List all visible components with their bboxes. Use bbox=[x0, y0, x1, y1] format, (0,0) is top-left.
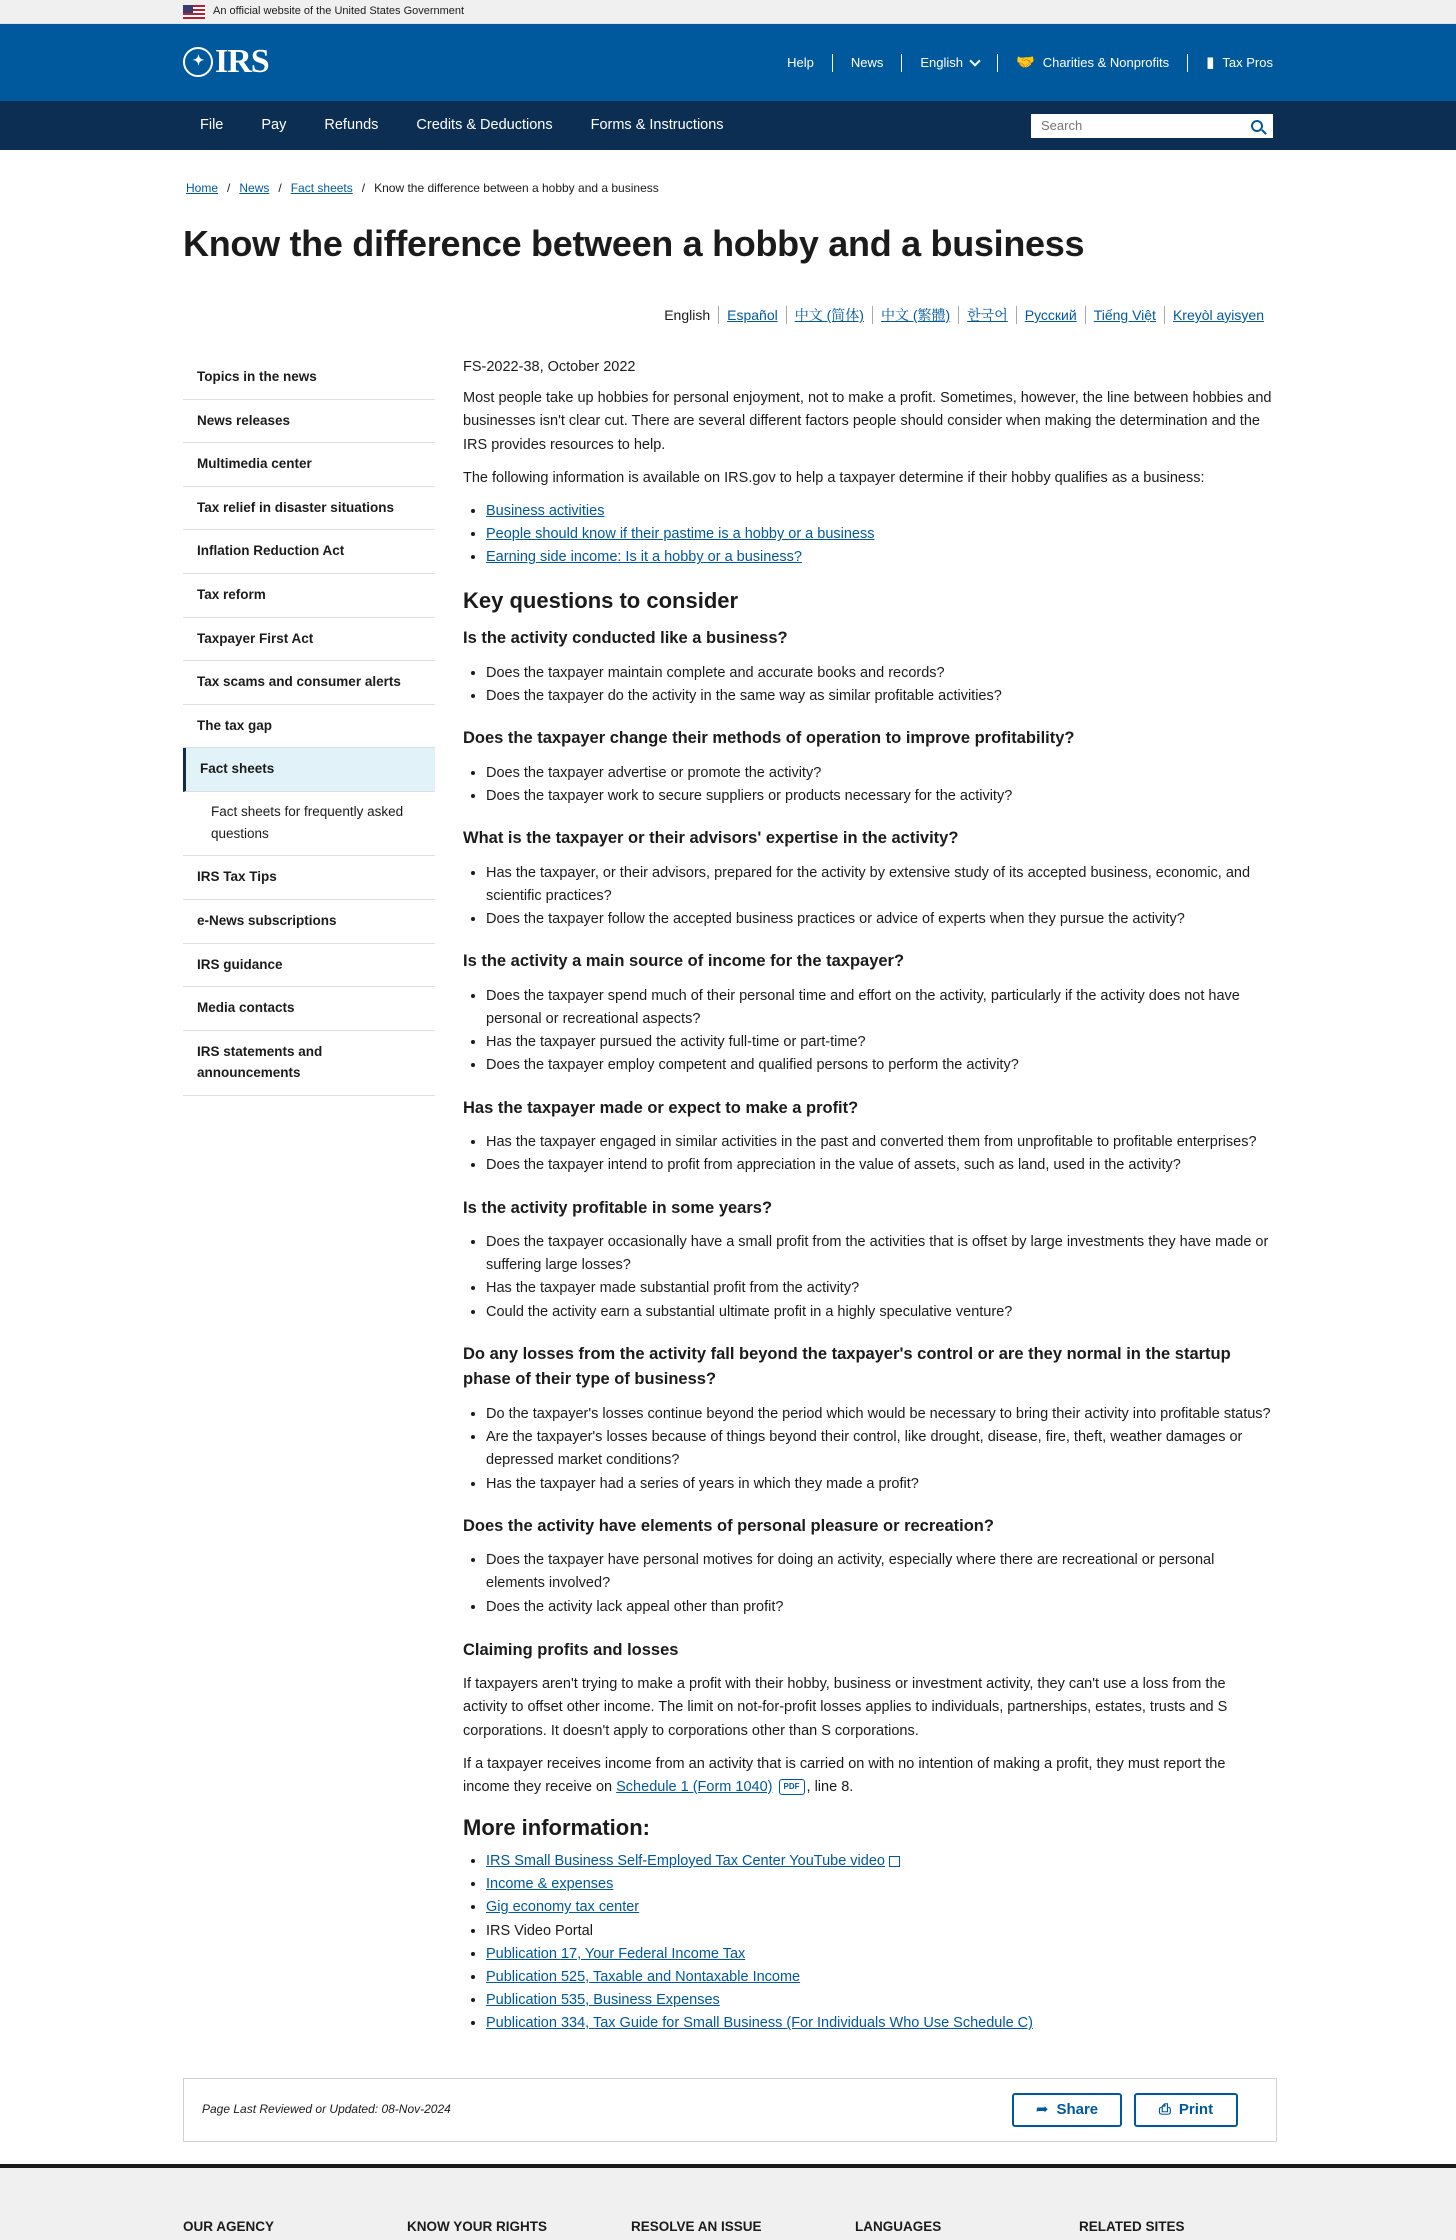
pub-334-link[interactable]: Publication 334, Tax Guide for Small Business (For Individuals Who Use Schedule C) bbox=[486, 2015, 1033, 2032]
book-icon: ▮ bbox=[1206, 53, 1215, 71]
question-heading: Is the activity a main source of income for the taxpayer? bbox=[463, 952, 905, 971]
side-income-link[interactable]: Earning side income: Is it a hobby or a business? bbox=[486, 549, 802, 566]
utility-nav bbox=[769, 54, 1273, 72]
intro-paragraph: Most people take up hobbies for personal enjoyment, not to make a profit. Sometimes, however, the line between hobbies and businesses isn't clear cut. There are several different factors people should consider when making the determination and the IRS provides resources to help. bbox=[463, 390, 1272, 453]
schedule-1-link[interactable]: Schedule 1 (Form 1040) bbox=[616, 1779, 773, 1795]
lang-korean[interactable]: 한국어 bbox=[958, 306, 1016, 324]
list-item: • Does the taxpayer spend much of their personal time and effort on the activity, particularly if the activity does not have personal or recreational aspects? bbox=[486, 985, 1273, 1031]
sidebar-item-tax-gap[interactable]: The tax gap bbox=[183, 705, 435, 749]
nav-forms-instructions[interactable]: Forms & Instructions bbox=[590, 116, 724, 133]
list-item: • Has the taxpayer engaged in similar activities in the past and converted them from unprofitable to profitable enterprises? bbox=[486, 1131, 1273, 1154]
list-item bbox=[486, 500, 1273, 523]
pub-525-link[interactable]: Publication 525, Taxable and Nontaxable Income bbox=[486, 1968, 801, 1985]
question-heading: Does the taxpayer change their methods of operation to improve profitability? bbox=[463, 729, 1075, 748]
news-label: News bbox=[850, 54, 884, 70]
claiming-paragraph: If taxpayers aren't trying to make a profit with their hobby, business or investment activity, they can't use a loss from the activity to offset other income. The limit on not-for-profit losses applies to individuals, partnerships, estates, trusts and S corporations. It doesn't apply to corporations other than S corporations. bbox=[463, 1676, 1228, 1739]
main-content bbox=[463, 356, 1273, 2047]
lang-spanish[interactable]: Español bbox=[718, 306, 786, 324]
us-flag-icon bbox=[183, 5, 205, 19]
more-info-heading: More information: bbox=[463, 1815, 650, 1841]
list-item: • Has the taxpayer, or their advisors, prepared for the activity by extensive study of its accepted business, economic, and scientific practices? bbox=[486, 862, 1273, 908]
list-item bbox=[486, 1850, 1273, 1873]
gov-banner-text: An official website of the United States Government bbox=[213, 4, 465, 17]
breadcrumb-home[interactable]: Home bbox=[186, 181, 219, 195]
list-item: • Does the taxpayer occasionally have a small profit from the activities that is offset by large investments they have made or suffering large losses? bbox=[486, 1231, 1273, 1277]
list-item: • Has the taxpayer pursued the activity full-time or part-time? bbox=[486, 1031, 1273, 1054]
handshake-icon: 🤝 bbox=[1016, 53, 1035, 71]
footer-related-sites[interactable]: RELATED SITES bbox=[1079, 2219, 1185, 2234]
business-activities-link[interactable]: Business activities bbox=[486, 502, 605, 519]
nav-credits-deductions[interactable]: Credits & Deductions bbox=[416, 116, 553, 133]
list-item: • Are the taxpayer's losses because of things beyond their control, like drought, disease, fire, theft, weather damages or depressed market conditions? bbox=[486, 1426, 1273, 1472]
sidebar-subitem-faq[interactable]: Fact sheets for frequently asked questions bbox=[183, 792, 435, 857]
language-dropdown[interactable] bbox=[902, 54, 998, 72]
list-item bbox=[486, 1873, 1273, 1896]
search-icon[interactable] bbox=[1251, 120, 1263, 132]
search-input[interactable] bbox=[1041, 118, 1221, 133]
language-label: English bbox=[920, 54, 964, 70]
list-item: • Does the taxpayer employ competent and qualified persons to perform the activity? bbox=[486, 1054, 1273, 1077]
breadcrumb: Home / News / Fact sheets / Know the difference between a hobby and a business bbox=[186, 179, 659, 198]
list-item bbox=[486, 546, 1273, 569]
chevron-down-icon bbox=[969, 55, 980, 66]
list-item bbox=[486, 523, 1273, 546]
sidebar-item-news-releases[interactable]: News releases bbox=[183, 400, 435, 444]
tax-pros-link[interactable] bbox=[1188, 54, 1273, 72]
site-header bbox=[0, 24, 1456, 101]
question-list bbox=[486, 1231, 1273, 1324]
pdf-icon: PDF bbox=[779, 1779, 805, 1795]
income-expenses-link[interactable]: Income & expenses bbox=[486, 1876, 614, 1893]
question-heading: Is the activity conducted like a business? bbox=[463, 629, 788, 648]
sidebar-item-taxpayer-first[interactable]: Taxpayer First Act bbox=[183, 618, 435, 662]
share-icon: ➦ bbox=[1035, 2101, 1049, 2118]
sidebar-item-disaster-relief[interactable]: Tax relief in disaster situations bbox=[183, 487, 435, 531]
charities-label: Charities & Nonprofits bbox=[1042, 54, 1170, 70]
list-item: • Has the taxpayer had a series of years in which they made a profit? bbox=[486, 1473, 1273, 1496]
list-item: • Does the activity lack appeal other than profit? bbox=[486, 1596, 1273, 1619]
claiming-text: If a taxpayer receives income from an activity that is carried on with no intention of making a profit, they must report the income they receive on bbox=[463, 1755, 1226, 1795]
question-list bbox=[486, 985, 1273, 1078]
news-link[interactable] bbox=[833, 54, 903, 72]
pub-17-link[interactable]: Publication 17, Your Federal Income Tax bbox=[486, 1945, 746, 1962]
resource-links bbox=[486, 500, 1273, 570]
intro-paragraph-2: The following information is available on IRS.gov to help a taxpayer determine if their hobby qualifies as a business: bbox=[463, 469, 1205, 486]
sidebar-item-tax-reform[interactable]: Tax reform bbox=[183, 574, 435, 618]
sidebar-item-tax-tips[interactable]: IRS Tax Tips bbox=[183, 856, 435, 900]
breadcrumb-news[interactable]: News bbox=[239, 181, 270, 195]
list-item: • Does the taxpayer advertise or promote the activity? bbox=[486, 762, 1273, 785]
list-item bbox=[486, 1989, 1273, 2012]
nav-refunds[interactable]: Refunds bbox=[324, 116, 379, 133]
eagle-icon: ✦ bbox=[183, 47, 213, 77]
more-info-list bbox=[486, 1850, 1273, 2036]
question-heading: Does the activity have elements of personal pleasure or recreation? bbox=[463, 1516, 994, 1535]
list-item bbox=[486, 1896, 1273, 1919]
lang-vietnamese[interactable]: Tiếng Việt bbox=[1085, 306, 1164, 324]
question-list bbox=[486, 1403, 1273, 1496]
lang-english: English bbox=[664, 307, 711, 323]
share-label: Share bbox=[1056, 2101, 1099, 2118]
question-list bbox=[486, 662, 1273, 708]
page-footer-box bbox=[183, 2078, 1277, 2142]
page-title: Know the difference between a hobby and a business bbox=[183, 223, 1085, 264]
question-list bbox=[486, 762, 1273, 808]
nav-pay[interactable]: Pay bbox=[261, 116, 287, 133]
sidebar-item-guidance[interactable]: IRS guidance bbox=[183, 944, 435, 988]
logo-text: IRS bbox=[215, 43, 269, 81]
gov-banner bbox=[0, 0, 1456, 24]
gig-economy-link[interactable]: Gig economy tax center bbox=[486, 1899, 640, 1916]
sidebar-item-media-contacts[interactable]: Media contacts bbox=[183, 987, 435, 1031]
list-item bbox=[486, 2012, 1273, 2035]
printer-icon: ⎙ bbox=[1158, 2101, 1171, 2118]
question-list bbox=[486, 1131, 1273, 1177]
footer-know-your-rights[interactable]: KNOW YOUR RIGHTS bbox=[407, 2219, 548, 2234]
breadcrumb-fact-sheets[interactable]: Fact sheets bbox=[290, 181, 353, 195]
list-item: • Does the taxpayer intend to profit from appreciation in the value of assets, such as land, used in the activity? bbox=[486, 1154, 1273, 1177]
question-heading: Has the taxpayer made or expect to make a profit? bbox=[463, 1098, 859, 1117]
list-item bbox=[486, 1966, 1273, 1989]
sidebar-item-tax-scams[interactable]: Tax scams and consumer alerts bbox=[183, 661, 435, 705]
help-label: Help bbox=[787, 54, 814, 70]
print-label: Print bbox=[1178, 2101, 1214, 2118]
breadcrumb-current: Know the difference between a hobby and a business bbox=[374, 181, 659, 195]
charities-link[interactable] bbox=[998, 54, 1188, 72]
nav-file[interactable]: File bbox=[200, 116, 224, 133]
footer-languages[interactable]: LANGUAGES bbox=[855, 2219, 942, 2234]
list-item: • Does the taxpayer do the activity in the same way as similar profitable activities? bbox=[486, 685, 1273, 708]
lang-haitian-creole[interactable]: Kreyòl ayisyen bbox=[1164, 306, 1272, 324]
help-link[interactable] bbox=[769, 54, 833, 72]
sidebar-item-inflation-reduction[interactable]: Inflation Reduction Act bbox=[183, 530, 435, 574]
lang-russian[interactable]: Русский bbox=[1016, 306, 1085, 324]
print-button[interactable] bbox=[1134, 2093, 1238, 2127]
list-item: • Does the taxpayer follow the accepted business practices or advice of experts when they pursue the activity? bbox=[486, 908, 1273, 931]
list-item: • Could the activity earn a substantial ultimate profit in a highly speculative venture? bbox=[486, 1301, 1273, 1324]
list-item: • Does the taxpayer have personal motives for doing an activity, especially where there are recreational or personal elements involved? bbox=[486, 1549, 1273, 1595]
last-updated: Page Last Reviewed or Updated: 08-Nov-2024 bbox=[202, 2102, 451, 2117]
footer-our-agency[interactable]: OUR AGENCY bbox=[183, 2219, 275, 2234]
question-heading: Is the activity profitable in some years? bbox=[463, 1198, 773, 1217]
tax-pros-label: Tax Pros bbox=[1222, 54, 1273, 70]
search-box bbox=[1031, 114, 1273, 138]
list-item: • Does the taxpayer work to secure suppliers or products necessary for the activity? bbox=[486, 785, 1273, 808]
footer-resolve-issue[interactable]: RESOLVE AN ISSUE bbox=[631, 2219, 762, 2234]
sidebar-item-fact-sheets[interactable]: Fact sheets bbox=[183, 748, 435, 792]
main-nav bbox=[0, 101, 1456, 150]
sidebar-item-statements[interactable]: IRS statements and announcements bbox=[183, 1031, 435, 1096]
share-button[interactable] bbox=[1012, 2093, 1122, 2127]
question-list bbox=[486, 1549, 1273, 1619]
claiming-paragraph-2 bbox=[463, 1753, 1273, 1799]
claiming-heading: Claiming profits and losses bbox=[463, 1640, 679, 1659]
language-switcher bbox=[656, 306, 1272, 324]
list-item: • Do the taxpayer's losses continue beyond the period which would be necessary to bring their activity into profitable status? bbox=[486, 1403, 1273, 1426]
irs-logo[interactable] bbox=[183, 35, 269, 89]
sidebar-nav bbox=[183, 356, 435, 1096]
question-heading: What is the taxpayer or their advisors' expertise in the activity? bbox=[463, 829, 959, 848]
fact-sheet-meta: FS-2022-38, October 2022 bbox=[463, 359, 636, 375]
sidebar-item-topics[interactable]: Topics in the news bbox=[183, 356, 435, 400]
youtube-video-link[interactable]: IRS Small Business Self-Employed Tax Center YouTube video bbox=[486, 1852, 885, 1869]
sidebar-item-enews[interactable]: e-News subscriptions bbox=[183, 900, 435, 944]
list-item bbox=[486, 1943, 1273, 1966]
list-item: • Has the taxpayer made substantial profit from the activity? bbox=[486, 1277, 1273, 1300]
pub-535-link[interactable]: Publication 535, Business Expenses bbox=[486, 1992, 720, 2009]
sidebar-item-multimedia[interactable]: Multimedia center bbox=[183, 443, 435, 487]
question-heading: Do any losses from the activity fall beyond the taxpayer's control or are they normal in the startup phase of their type of business? bbox=[463, 1344, 1231, 1389]
external-link-icon bbox=[889, 1856, 900, 1867]
key-questions-heading: Key questions to consider bbox=[463, 587, 739, 613]
list-item: • Does the taxpayer maintain complete and accurate books and records? bbox=[486, 662, 1273, 685]
pastime-hobby-link[interactable]: People should know if their pastime is a hobby or a business bbox=[486, 526, 875, 543]
lang-chinese-traditional[interactable]: 中文 (繁體) bbox=[872, 306, 958, 324]
list-item: • IRS Video Portal bbox=[486, 1920, 1273, 1943]
lang-chinese-simplified[interactable]: 中文 (简体) bbox=[786, 306, 872, 324]
claiming-text-end: , line 8. bbox=[806, 1779, 854, 1795]
site-footer bbox=[0, 2164, 1456, 2240]
question-list bbox=[486, 862, 1273, 932]
